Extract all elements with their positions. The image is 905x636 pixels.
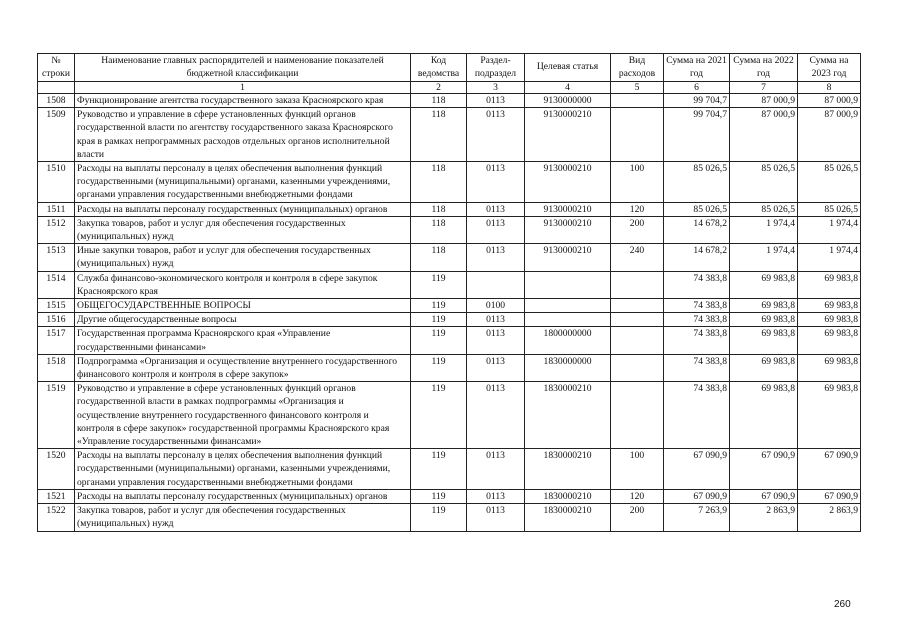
item-name: Другие общегосударственные вопросы	[75, 313, 411, 327]
sum-2022: 87 000,9	[730, 108, 798, 162]
sum-2021: 67 090,9	[664, 489, 730, 503]
col-number: 6	[664, 82, 730, 94]
section-code: 0113	[467, 216, 525, 243]
item-name: Расходы на выплаты персоналу государственных (муниципальных) органов	[75, 202, 411, 216]
row-number: 1515	[38, 299, 75, 313]
section-code: 0113	[467, 202, 525, 216]
column-number-row	[38, 82, 861, 94]
sum-2022: 69 983,8	[730, 271, 798, 298]
sum-2023: 67 090,9	[798, 489, 861, 503]
col-number: 2	[411, 82, 467, 94]
sum-2023: 1 974,4	[798, 216, 861, 243]
item-name: Расходы на выплаты персоналу в целях обеспечения выполнения функций государственными (муниципальными) органами, казенными учреждениями, органами управления государственными внебюджетными фондами	[75, 162, 411, 203]
row-number: 1512	[38, 216, 75, 243]
sum-2023: 67 090,9	[798, 449, 861, 490]
table-row	[38, 489, 861, 503]
table-row	[38, 382, 861, 449]
section-code: 0100	[467, 299, 525, 313]
target-item: 9130000210	[525, 108, 611, 162]
header-target-item: Целевая статья	[525, 54, 611, 82]
header-dept-code: Код ведомства	[411, 54, 467, 82]
expense-type	[611, 108, 664, 162]
col-number: 1	[75, 82, 411, 94]
expense-type: 200	[611, 504, 664, 531]
sum-2022: 69 983,8	[730, 299, 798, 313]
target-item	[525, 271, 611, 298]
row-number: 1508	[38, 94, 75, 108]
item-name: Закупка товаров, работ и услуг для обеспечения государственных (муниципальных) нужд	[75, 504, 411, 531]
section-code: 0113	[467, 94, 525, 108]
sum-2022: 1 974,4	[730, 244, 798, 271]
sum-2023: 1 974,4	[798, 244, 861, 271]
dept-code: 118	[411, 202, 467, 216]
row-number: 1511	[38, 202, 75, 216]
expense-type: 200	[611, 216, 664, 243]
sum-2021: 74 383,8	[664, 327, 730, 354]
section-code: 0113	[467, 313, 525, 327]
dept-code: 119	[411, 504, 467, 531]
item-name: Расходы на выплаты персоналу в целях обеспечения выполнения функций государственными (муниципальными) органами, казенными учреждениями, органами управления государственными внебюджетными фондами	[75, 449, 411, 490]
row-number: 1509	[38, 108, 75, 162]
sum-2021: 74 383,8	[664, 299, 730, 313]
table-row	[38, 299, 861, 313]
table-row	[38, 244, 861, 271]
expense-type: 120	[611, 202, 664, 216]
row-number: 1514	[38, 271, 75, 298]
sum-2023: 85 026,5	[798, 202, 861, 216]
row-number: 1517	[38, 327, 75, 354]
col-number: 8	[798, 82, 861, 94]
sum-2021: 14 678,2	[664, 216, 730, 243]
sum-2023: 69 983,8	[798, 327, 861, 354]
expense-type: 120	[611, 489, 664, 503]
sum-2021: 67 090,9	[664, 449, 730, 490]
sum-2023: 85 026,5	[798, 162, 861, 203]
expense-type	[611, 382, 664, 449]
table-row	[38, 449, 861, 490]
col-number	[38, 82, 75, 94]
table-row	[38, 313, 861, 327]
dept-code: 119	[411, 354, 467, 381]
target-item	[525, 299, 611, 313]
sum-2022: 69 983,8	[730, 313, 798, 327]
header-name: Наименование главных распорядителей и наименование показателей бюджетной классификации	[75, 54, 411, 82]
col-number: 5	[611, 82, 664, 94]
row-number: 1519	[38, 382, 75, 449]
col-number: 3	[467, 82, 525, 94]
target-item: 1830000210	[525, 382, 611, 449]
expense-type: 240	[611, 244, 664, 271]
section-code	[467, 271, 525, 298]
dept-code: 119	[411, 299, 467, 313]
col-number: 7	[730, 82, 798, 94]
sum-2023: 69 983,8	[798, 382, 861, 449]
sum-2021: 14 678,2	[664, 244, 730, 271]
dept-code: 118	[411, 162, 467, 203]
table-row	[38, 216, 861, 243]
sum-2021: 85 026,5	[664, 202, 730, 216]
table-row	[38, 354, 861, 381]
table-row	[38, 271, 861, 298]
expense-type	[611, 313, 664, 327]
item-name: Закупка товаров, работ и услуг для обеспечения государственных (муниципальных) нужд	[75, 216, 411, 243]
section-code: 0113	[467, 504, 525, 531]
dept-code: 118	[411, 244, 467, 271]
row-number: 1510	[38, 162, 75, 203]
dept-code: 118	[411, 108, 467, 162]
header-row-no: № строки	[38, 54, 75, 82]
sum-2022: 69 983,8	[730, 354, 798, 381]
sum-2022: 87 000,9	[730, 94, 798, 108]
table-row	[38, 162, 861, 203]
header-row	[38, 54, 861, 82]
dept-code: 119	[411, 489, 467, 503]
expense-type	[611, 354, 664, 381]
sum-2021: 74 383,8	[664, 382, 730, 449]
expense-type	[611, 94, 664, 108]
expense-type: 100	[611, 449, 664, 490]
row-number: 1518	[38, 354, 75, 381]
dept-code: 118	[411, 94, 467, 108]
expense-type	[611, 271, 664, 298]
dept-code: 118	[411, 216, 467, 243]
table-row	[38, 94, 861, 108]
sum-2022: 2 863,9	[730, 504, 798, 531]
sum-2021: 74 383,8	[664, 313, 730, 327]
header-expense-type: Вид расходов	[611, 54, 664, 82]
sum-2023: 2 863,9	[798, 504, 861, 531]
row-number: 1521	[38, 489, 75, 503]
section-code: 0113	[467, 162, 525, 203]
item-name: Иные закупки товаров, работ и услуг для обеспечения государственных (муниципальных) нужд	[75, 244, 411, 271]
target-item: 9130000210	[525, 244, 611, 271]
target-item: 9130000210	[525, 216, 611, 243]
target-item: 1830000210	[525, 504, 611, 531]
sum-2023: 87 000,9	[798, 108, 861, 162]
target-item: 9130000210	[525, 202, 611, 216]
target-item: 1800000000	[525, 327, 611, 354]
sum-2021: 74 383,8	[664, 271, 730, 298]
section-code: 0113	[467, 449, 525, 490]
section-code: 0113	[467, 244, 525, 271]
sum-2021: 85 026,5	[664, 162, 730, 203]
item-name: ОБЩЕГОСУДАРСТВЕННЫЕ ВОПРОСЫ	[75, 299, 411, 313]
item-name: Расходы на выплаты персоналу государственных (муниципальных) органов	[75, 489, 411, 503]
table-row	[38, 504, 861, 531]
sum-2022: 1 974,4	[730, 216, 798, 243]
budget-table	[37, 53, 861, 532]
target-item: 1830000210	[525, 449, 611, 490]
section-code: 0113	[467, 382, 525, 449]
col-number: 4	[525, 82, 611, 94]
target-item	[525, 313, 611, 327]
sum-2021: 99 704,7	[664, 108, 730, 162]
section-code: 0113	[467, 354, 525, 381]
item-name: Руководство и управление в сфере установленных функций органов государственной власти по агентству государственного заказа Красноярского края в рамках непрограммных расходов отдельных органов исполнительной власти	[75, 108, 411, 162]
sum-2022: 85 026,5	[730, 202, 798, 216]
section-code: 0113	[467, 327, 525, 354]
sum-2023: 69 983,8	[798, 271, 861, 298]
section-code: 0113	[467, 108, 525, 162]
expense-type	[611, 299, 664, 313]
table-row	[38, 327, 861, 354]
target-item: 9130000000	[525, 94, 611, 108]
table-row	[38, 202, 861, 216]
sum-2022: 69 983,8	[730, 382, 798, 449]
header-section: Раздел-подраздел	[467, 54, 525, 82]
dept-code: 119	[411, 382, 467, 449]
sum-2022: 85 026,5	[730, 162, 798, 203]
sum-2021: 99 704,7	[664, 94, 730, 108]
sum-2023: 87 000,9	[798, 94, 861, 108]
item-name: Государственная программа Красноярского края «Управление государственными финансами»	[75, 327, 411, 354]
sum-2022: 67 090,9	[730, 449, 798, 490]
row-number: 1522	[38, 504, 75, 531]
item-name: Подпрограмма «Организация и осуществление внутреннего государственного финансового контроля и контроля в сфере закупок»	[75, 354, 411, 381]
section-code: 0113	[467, 489, 525, 503]
header-sum-2023: Сумма на 2023 год	[798, 54, 861, 82]
page-number: 260	[834, 599, 851, 610]
sum-2021: 74 383,8	[664, 354, 730, 381]
target-item: 9130000210	[525, 162, 611, 203]
item-name: Служба финансово-экономического контроля и контроля в сфере закупок Красноярского края	[75, 271, 411, 298]
target-item: 1830000210	[525, 489, 611, 503]
dept-code: 119	[411, 271, 467, 298]
sum-2022: 67 090,9	[730, 489, 798, 503]
header-sum-2022: Сумма на 2022 год	[730, 54, 798, 82]
dept-code: 119	[411, 313, 467, 327]
sum-2023: 69 983,8	[798, 313, 861, 327]
target-item: 1830000000	[525, 354, 611, 381]
row-number: 1520	[38, 449, 75, 490]
sum-2023: 69 983,8	[798, 354, 861, 381]
sum-2022: 69 983,8	[730, 327, 798, 354]
table-row	[38, 108, 861, 162]
expense-type	[611, 327, 664, 354]
expense-type: 100	[611, 162, 664, 203]
sum-2021: 7 263,9	[664, 504, 730, 531]
item-name: Функционирование агентства государственного заказа Красноярского края	[75, 94, 411, 108]
sum-2023: 69 983,8	[798, 299, 861, 313]
row-number: 1513	[38, 244, 75, 271]
row-number: 1516	[38, 313, 75, 327]
item-name: Руководство и управление в сфере установленных функций органов государственной власти в рамках подпрограммы «Организация и осуществление внутреннего государственного финансового контроля и контроля в сфере закупок» государственной программы Красноярского края «Управление государственными финансами»	[75, 382, 411, 449]
dept-code: 119	[411, 327, 467, 354]
dept-code: 119	[411, 449, 467, 490]
header-sum-2021: Сумма на 2021 год	[664, 54, 730, 82]
